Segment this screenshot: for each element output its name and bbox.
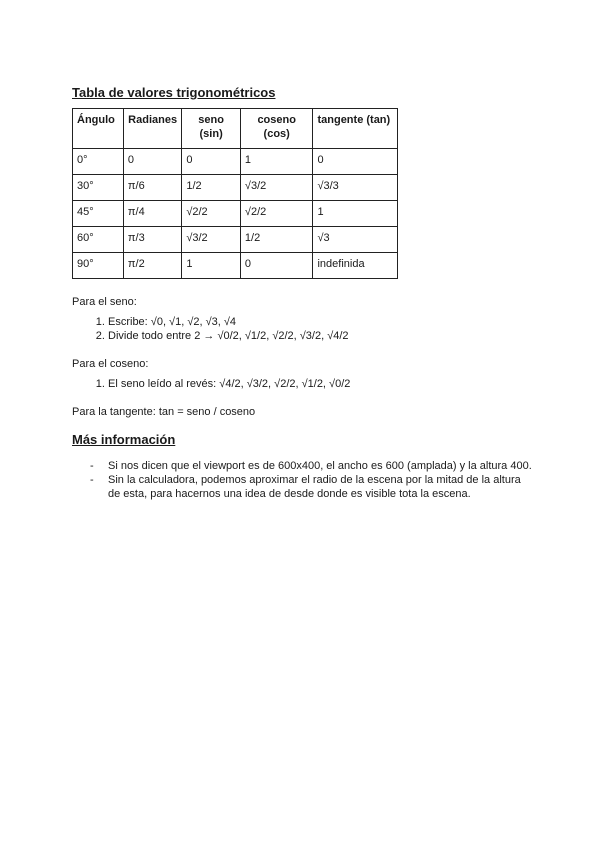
cell-angle: 30° bbox=[73, 175, 124, 201]
cell-angle: 45° bbox=[73, 201, 124, 227]
table-row bbox=[73, 175, 398, 201]
list-item bbox=[72, 473, 532, 501]
cell-tan: √3 bbox=[313, 227, 398, 253]
cell-sin: √2/2 bbox=[182, 201, 241, 227]
header-angulo: Ángulo bbox=[73, 109, 124, 149]
cell-cos: 0 bbox=[240, 253, 313, 279]
list-item-text: Si nos dicen que el viewport es de 600x400, el ancho es 600 (amplada) y la altura 400. bbox=[108, 460, 532, 472]
coseno-steps-list bbox=[72, 377, 532, 391]
seno-heading: Para el seno: bbox=[72, 296, 137, 308]
cell-tan: √3/3 bbox=[313, 175, 398, 201]
cell-angle: 90° bbox=[73, 253, 124, 279]
header-seno: seno (sin) bbox=[182, 109, 241, 149]
coseno-heading: Para el coseno: bbox=[72, 358, 149, 370]
trig-values-table bbox=[72, 108, 398, 279]
cell-angle: 60° bbox=[73, 227, 124, 253]
cell-radians: π/2 bbox=[123, 253, 181, 279]
cell-tan: indefinida bbox=[313, 253, 398, 279]
list-item: 2. Divide todo entre 2 → √0/2, √1/2, √2/2, √3/2, √4/2 bbox=[108, 329, 532, 343]
cell-sin: 1 bbox=[182, 253, 241, 279]
cell-angle: 0° bbox=[73, 149, 124, 175]
header-tangente: tangente (tan) bbox=[313, 109, 398, 149]
dash-bullet-icon: - bbox=[90, 474, 94, 486]
header-radianes: Radianes bbox=[123, 109, 181, 149]
cell-cos: √2/2 bbox=[240, 201, 313, 227]
cell-sin: √3/2 bbox=[182, 227, 241, 253]
mas-info-list bbox=[72, 459, 532, 501]
cell-cos: 1/2 bbox=[240, 227, 313, 253]
document-page bbox=[72, 84, 532, 501]
cell-radians: π/6 bbox=[123, 175, 181, 201]
cell-cos: √3/2 bbox=[240, 175, 313, 201]
table-header-row bbox=[73, 109, 398, 149]
table-row bbox=[73, 149, 398, 175]
seno-steps-list bbox=[72, 315, 532, 343]
table-row bbox=[73, 227, 398, 253]
cell-radians: π/4 bbox=[123, 201, 181, 227]
cell-cos: 1 bbox=[240, 149, 313, 175]
cell-sin: 1/2 bbox=[182, 175, 241, 201]
cell-tan: 1 bbox=[313, 201, 398, 227]
header-coseno: coseno (cos) bbox=[240, 109, 313, 149]
table-row bbox=[73, 201, 398, 227]
cell-radians: π/3 bbox=[123, 227, 181, 253]
mas-info-heading: Más información bbox=[72, 432, 176, 447]
list-item bbox=[72, 459, 532, 473]
cell-sin: 0 bbox=[182, 149, 241, 175]
list-item-text: Sin la calculadora, podemos aproximar el radio de la escena por la mitad de la altura de esta, para hacernos una idea de desde donde es visible tota la escena. bbox=[108, 474, 521, 500]
table-title: Tabla de valores trigonométricos bbox=[72, 85, 276, 100]
dash-bullet-icon: - bbox=[90, 460, 94, 472]
list-item: 1. Escribe: √0, √1, √2, √3, √4 bbox=[108, 315, 532, 329]
list-item: 1. El seno leído al revés: √4/2, √3/2, √2/2, √1/2, √0/2 bbox=[108, 377, 532, 391]
cell-tan: 0 bbox=[313, 149, 398, 175]
table-row bbox=[73, 253, 398, 279]
tangente-text: Para la tangente: tan = seno / coseno bbox=[72, 406, 256, 418]
cell-radians: 0 bbox=[123, 149, 181, 175]
